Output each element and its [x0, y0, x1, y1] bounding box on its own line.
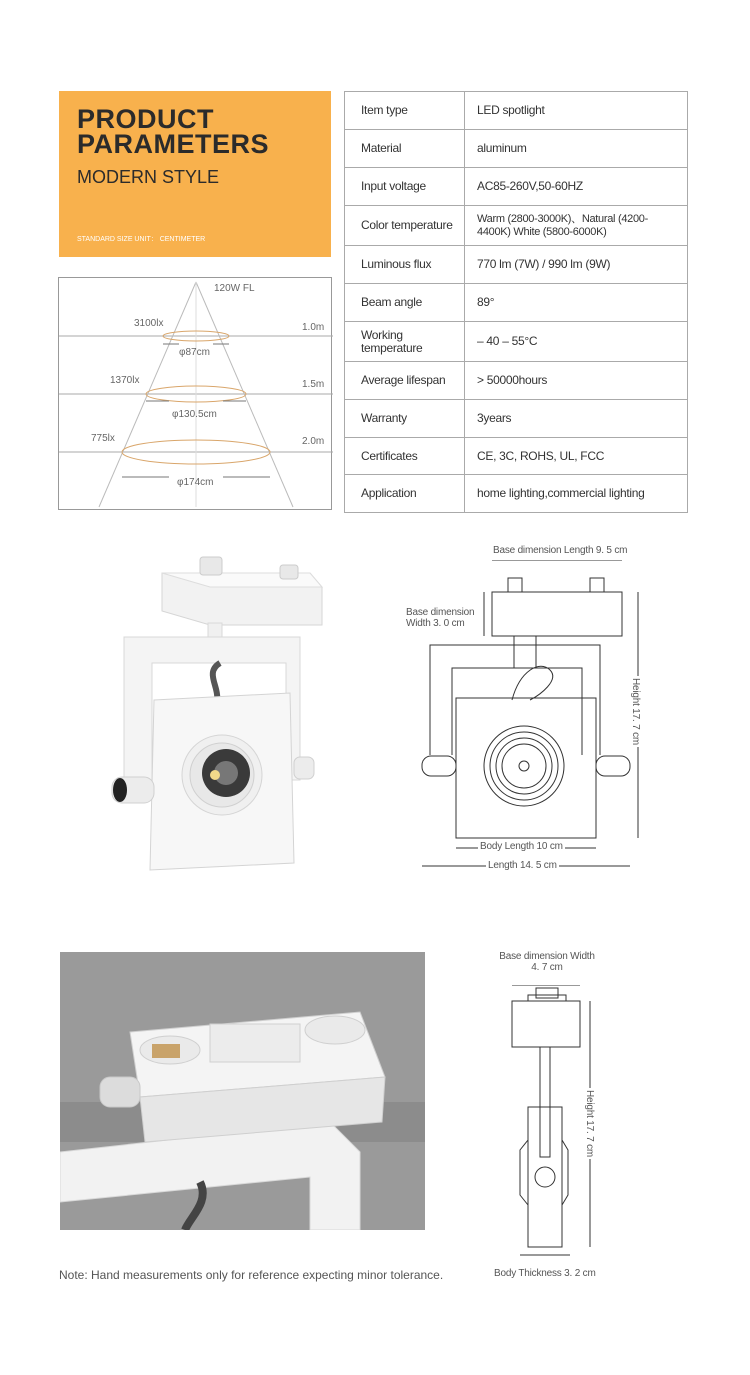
spec-value: > 50000hours	[465, 362, 688, 400]
adapter-knob-left	[200, 557, 222, 575]
side-height-label: Height 17. 7 cm	[584, 1090, 595, 1158]
side-knob-left-end	[113, 778, 127, 802]
spec-key: Average lifespan	[345, 362, 465, 400]
spec-row	[345, 92, 688, 130]
side-base	[512, 1001, 580, 1047]
spec-key: Color temperature	[345, 206, 465, 246]
led-chip	[210, 770, 220, 780]
distance-label-2: 1.5m	[302, 379, 325, 390]
spec-value: – 40 – 55°C	[465, 322, 688, 362]
spec-value: LED spotlight	[465, 92, 688, 130]
banner-title-line1: PRODUCT	[77, 104, 214, 134]
side-base-width-label-l2: 4. 7 cm	[531, 962, 563, 973]
spec-row	[345, 322, 688, 362]
spec-value: AC85-260V,50-60HZ	[465, 168, 688, 206]
photo-contact-left	[152, 1044, 180, 1058]
distance-label-1: 1.0m	[302, 322, 325, 333]
spec-table	[344, 91, 688, 513]
side-base-width-label-l1: Base dimension Width	[499, 951, 595, 962]
adapter-pin-right	[590, 578, 604, 592]
photo-side-clip	[100, 1077, 140, 1107]
diameter-label-1: φ87cm	[179, 347, 210, 358]
spec-value: home lighting,commercial lighting	[465, 475, 688, 513]
front-body-length-label: Body Length 10 cm	[480, 841, 563, 852]
spec-value: CE, 3C, ROHS, UL, FCC	[465, 438, 688, 475]
diameter-label-3: φ174cm	[177, 477, 214, 488]
front-base-length-label: Base dimension Length 9. 5 cm	[493, 545, 628, 556]
product-parameters-banner	[59, 91, 331, 257]
lux-label-1: 3100lx	[134, 318, 164, 329]
spec-row	[345, 475, 688, 513]
lux-label-3: 775lx	[91, 433, 115, 444]
spec-key: Application	[345, 475, 465, 513]
spec-row	[345, 362, 688, 400]
drawing-knob-left	[422, 756, 456, 776]
lux-label-2: 1370lx	[110, 375, 140, 386]
spec-value: 770 lm (7W) / 990 lm (9W)	[465, 246, 688, 284]
spec-row	[345, 168, 688, 206]
spec-row	[345, 284, 688, 322]
adapter-closeup-photo	[60, 952, 425, 1230]
spec-value: 3years	[465, 400, 688, 438]
spec-key: Material	[345, 130, 465, 168]
side-pivot	[535, 1167, 555, 1187]
front-base-width-label-l2: Width 3. 0 cm	[406, 618, 465, 629]
side-pin	[536, 988, 558, 998]
spec-key: Luminous flux	[345, 246, 465, 284]
side-knob-right	[294, 757, 314, 779]
spec-row	[345, 438, 688, 475]
beam-chart-title: 120W FL	[214, 283, 255, 294]
spec-value: 89°	[465, 284, 688, 322]
banner-subtitle: MODERN STYLE	[77, 167, 220, 187]
side-body	[528, 1107, 562, 1247]
front-length-label: Length 14. 5 cm	[488, 860, 557, 871]
spec-row	[345, 206, 688, 246]
spec-row	[345, 400, 688, 438]
adapter-pin-left	[508, 578, 522, 592]
spec-key: Item type	[345, 92, 465, 130]
spec-key: Beam angle	[345, 284, 465, 322]
front-base-width-label-l1: Base dimension	[406, 607, 475, 618]
spec-key: Warranty	[345, 400, 465, 438]
spec-row	[345, 130, 688, 168]
photo-knob-right	[305, 1016, 365, 1044]
banner-title	[77, 104, 270, 159]
side-base-width-label	[494, 951, 600, 973]
front-base-width-label	[406, 607, 474, 629]
measurement-note: Note: Hand measurements only for reference expecting minor tolerance.	[59, 1268, 444, 1282]
spec-key: Input voltage	[345, 168, 465, 206]
drawing-lens-3	[496, 738, 552, 794]
spotlight-front-photo	[100, 545, 340, 880]
beam-angle-chart	[58, 277, 332, 510]
drawing-lens-2	[490, 732, 558, 800]
photo-adapter-plate	[210, 1024, 300, 1062]
drawing-lens-center	[519, 761, 529, 771]
drawing-cable	[512, 666, 553, 700]
banner-unit-note: STANDARD SIZE UNIT： CENTIMETER	[77, 236, 206, 243]
spec-row	[345, 246, 688, 284]
drawing-lens-4	[502, 744, 546, 788]
spec-value: Warm (2800-3000K)、Natural (4200-4400K) White (5800-6000K)	[465, 206, 688, 246]
drawing-body	[456, 698, 596, 838]
front-height-label: Height 17. 7 cm	[630, 678, 641, 746]
spec-key: Certificates	[345, 438, 465, 475]
spec-key: Working temperature	[345, 322, 465, 362]
spec-value: aluminum	[465, 130, 688, 168]
drawing-yoke-inner	[452, 668, 582, 755]
drawing-base	[492, 592, 622, 636]
side-lens-right	[562, 1140, 568, 1205]
side-stem	[540, 1047, 550, 1157]
side-body-thickness-label: Body Thickness 3. 2 cm	[494, 1268, 596, 1279]
drawing-stem	[514, 636, 536, 668]
drawing-knob-right	[596, 756, 630, 776]
distance-label-3: 2.0m	[302, 436, 325, 447]
diameter-label-2: φ130.5cm	[172, 409, 217, 420]
side-lens-left	[520, 1140, 528, 1205]
adapter-knob-right	[280, 565, 298, 579]
banner-title-line2: PARAMETERS	[77, 129, 270, 159]
